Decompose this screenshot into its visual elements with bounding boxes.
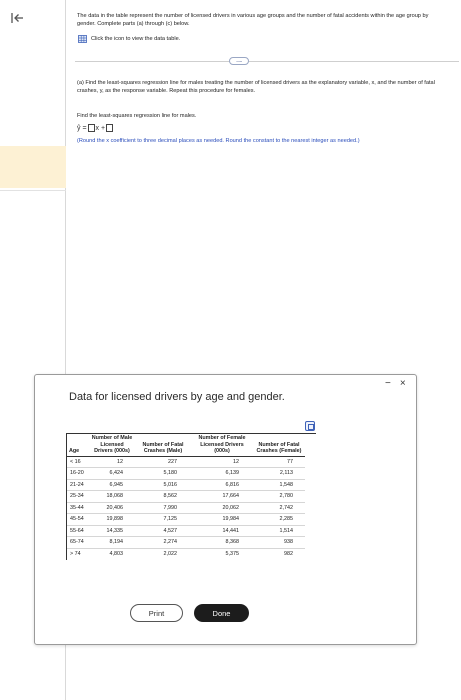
header-age: Age	[67, 434, 89, 456]
cell-female-drivers: 6,816	[191, 479, 253, 491]
close-icon[interactable]: ×	[399, 378, 406, 389]
cell-age: > 74	[67, 548, 89, 560]
cell-age: 35-44	[67, 502, 89, 514]
table-row	[67, 548, 305, 560]
cell-female-drivers: 6,139	[191, 468, 253, 480]
cell-male-drivers: 19,898	[89, 514, 135, 526]
table-row	[67, 502, 305, 514]
x-coefficient-input[interactable]	[88, 124, 95, 132]
cell-male-drivers: 6,945	[89, 479, 135, 491]
cell-age: 45-54	[67, 514, 89, 526]
cell-female-crashes: 77	[253, 456, 305, 468]
cell-female-drivers: 14,441	[191, 525, 253, 537]
cell-male-drivers: 18,068	[89, 491, 135, 503]
table-row	[67, 525, 305, 537]
cell-male-crashes: 5,016	[135, 479, 191, 491]
cell-male-drivers: 12	[89, 456, 135, 468]
done-button[interactable]: Done	[194, 604, 249, 622]
cell-male-drivers: 14,335	[89, 525, 135, 537]
table-row	[67, 479, 305, 491]
cell-male-drivers: 4,803	[89, 548, 135, 560]
cell-age: 25-34	[67, 491, 89, 503]
cell-female-drivers: 8,368	[191, 537, 253, 549]
cell-male-crashes: 2,022	[135, 548, 191, 560]
view-data-link-label: Click the icon to view the data table.	[91, 36, 181, 42]
equation-prefix: ŷ =	[77, 124, 87, 132]
table-row	[67, 537, 305, 549]
cell-female-crashes: 2,780	[253, 491, 305, 503]
cell-male-drivers: 6,424	[89, 468, 135, 480]
cell-male-drivers: 8,194	[89, 537, 135, 549]
copy-table-icon[interactable]	[305, 421, 315, 431]
cell-male-crashes: 2,274	[135, 537, 191, 549]
cell-female-crashes: 1,548	[253, 479, 305, 491]
rail-highlight	[0, 146, 66, 188]
part-a-text: (a) Find the least-squares regression line for males treating the number of licensed drivers as the explanatory variable, x, and the number of fatal crashes, y, as the response variable. Repeat this procedure for females.	[77, 80, 435, 94]
table-row	[67, 468, 305, 480]
cell-age: 55-64	[67, 525, 89, 537]
collapse-panel-icon[interactable]	[9, 10, 25, 26]
cell-female-drivers: 20,062	[191, 502, 253, 514]
data-table	[66, 433, 316, 560]
cell-age: 65-74	[67, 537, 89, 549]
cell-male-crashes: 8,562	[135, 491, 191, 503]
cell-female-drivers: 12	[191, 456, 253, 468]
modal-title: Data for licensed drivers by age and gender.	[69, 391, 285, 403]
cell-female-crashes: 1,514	[253, 525, 305, 537]
cell-male-drivers: 20,406	[89, 502, 135, 514]
data-table-icon[interactable]	[78, 35, 87, 43]
cell-female-crashes: 2,742	[253, 502, 305, 514]
section-separator	[75, 61, 459, 62]
cell-female-drivers: 17,664	[191, 491, 253, 503]
header-male-crashes: Number of Fatal Crashes (Male)	[135, 434, 191, 456]
cell-female-crashes: 982	[253, 548, 305, 560]
table-row	[67, 491, 305, 503]
expand-separator-button[interactable]: .....	[229, 57, 249, 65]
cell-female-crashes: 2,285	[253, 514, 305, 526]
view-data-link[interactable]	[78, 35, 180, 43]
cell-male-crashes: 4,527	[135, 525, 191, 537]
minimize-icon[interactable]: −	[385, 378, 391, 389]
cell-male-crashes: 7,990	[135, 502, 191, 514]
find-males-label: Find the least-squares regression line for males.	[77, 113, 197, 119]
cell-female-crashes: 938	[253, 537, 305, 549]
cell-female-crashes: 2,113	[253, 468, 305, 480]
regression-equation	[77, 124, 114, 132]
cell-male-crashes: 227	[135, 456, 191, 468]
cell-male-crashes: 7,125	[135, 514, 191, 526]
rail-divider	[0, 190, 66, 191]
table-row	[67, 456, 305, 468]
cell-female-drivers: 19,984	[191, 514, 253, 526]
header-male-drivers: Number of Male Licensed Drivers (000s)	[89, 434, 135, 456]
cell-female-drivers: 5,375	[191, 548, 253, 560]
table-row	[67, 514, 305, 526]
intro-text: The data in the table represent the number of licensed drivers in various age groups and the number of fatal accidents within the age group by gender. Complete parts (a) through (c) below.	[77, 13, 429, 27]
rounding-hint: (Round the x coefficient to three decimal places as needed. Round the constant to the nearest integer as needed.)	[77, 138, 360, 144]
modal-window-controls	[385, 379, 406, 389]
cell-age: < 16	[67, 456, 89, 468]
header-female-drivers: Number of Female Licensed Drivers (000s)	[191, 434, 253, 456]
print-button[interactable]: Print	[130, 604, 183, 622]
header-female-crashes: Number of Fatal Crashes (Female)	[253, 434, 305, 456]
equation-x-term: x +	[95, 124, 106, 132]
cell-age: 21-24	[67, 479, 89, 491]
cell-male-crashes: 5,180	[135, 468, 191, 480]
constant-input[interactable]	[106, 124, 113, 132]
cell-age: 16-20	[67, 468, 89, 480]
